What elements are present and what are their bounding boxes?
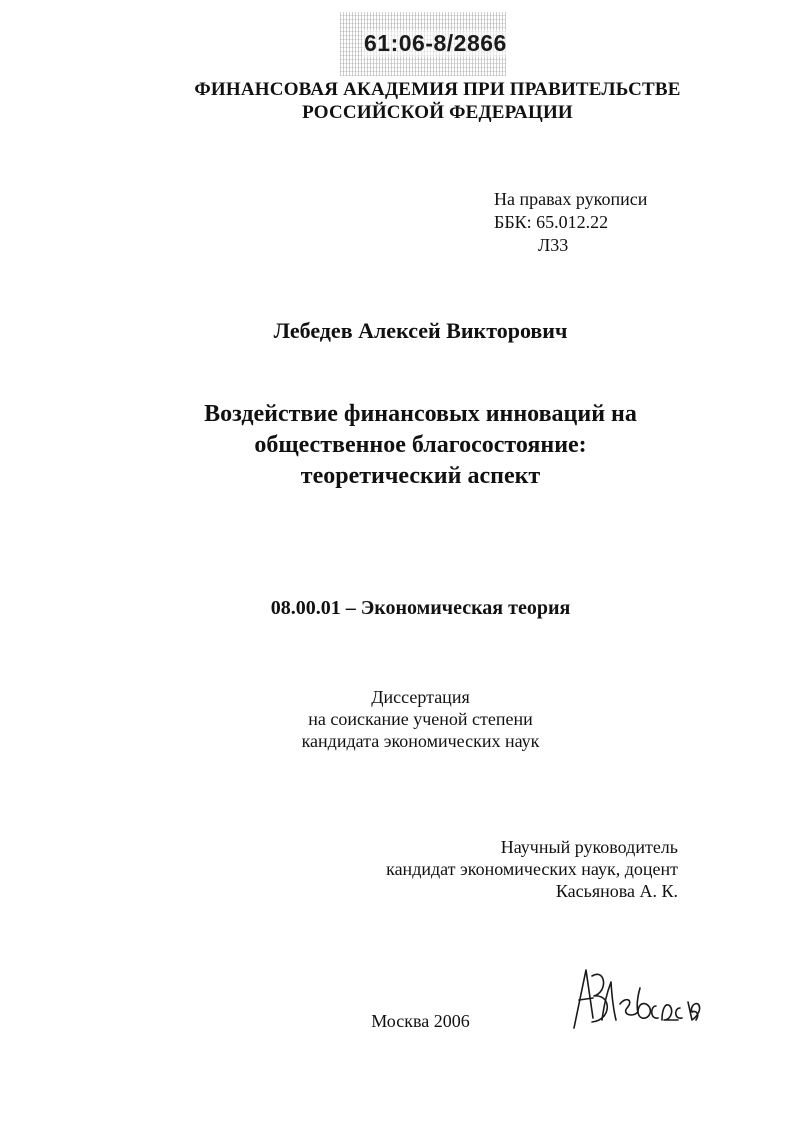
author-index: Л33 bbox=[538, 235, 569, 255]
library-stamp bbox=[340, 12, 506, 76]
advisor-block bbox=[386, 836, 678, 902]
degree-line-1: Диссертация bbox=[371, 687, 470, 707]
author-name: Лебедев Алексей Викторович bbox=[273, 318, 568, 343]
title-line-3: теоретический аспект bbox=[300, 463, 541, 489]
advisor-rank: кандидат экономических наук, доцент bbox=[386, 859, 678, 879]
degree-block bbox=[0, 686, 793, 752]
advisor-role: Научный руководитель bbox=[500, 837, 678, 857]
classification-block bbox=[494, 188, 647, 257]
degree-line-3: кандидата экономических наук bbox=[301, 731, 540, 751]
organization-line-1: ФИНАНСОВАЯ АКАДЕМИЯ ПРИ ПРАВИТЕЛЬСТВЕ bbox=[194, 79, 681, 100]
degree-line-2: на соискание ученой степени bbox=[308, 709, 533, 729]
title-line-2: общественное благосостояние: bbox=[254, 432, 587, 458]
organization-header bbox=[180, 78, 695, 124]
bbk-code: ББК: 65.012.22 bbox=[494, 212, 609, 232]
dissertation-title bbox=[0, 399, 793, 492]
title-line-1: Воздействие финансовых инноваций на bbox=[204, 401, 637, 427]
city-year: Москва 2006 bbox=[371, 1011, 470, 1031]
stamp-code: 61:06-8/2866 bbox=[364, 30, 507, 56]
specialty-code: 08.00.01 – Экономическая теория bbox=[270, 597, 571, 619]
manuscript-rights: На правах рукописи bbox=[494, 189, 648, 209]
organization-line-2: РОССИЙСКОЙ ФЕДЕРАЦИИ bbox=[302, 102, 573, 123]
advisor-name: Касьянова А. К. bbox=[555, 881, 678, 901]
